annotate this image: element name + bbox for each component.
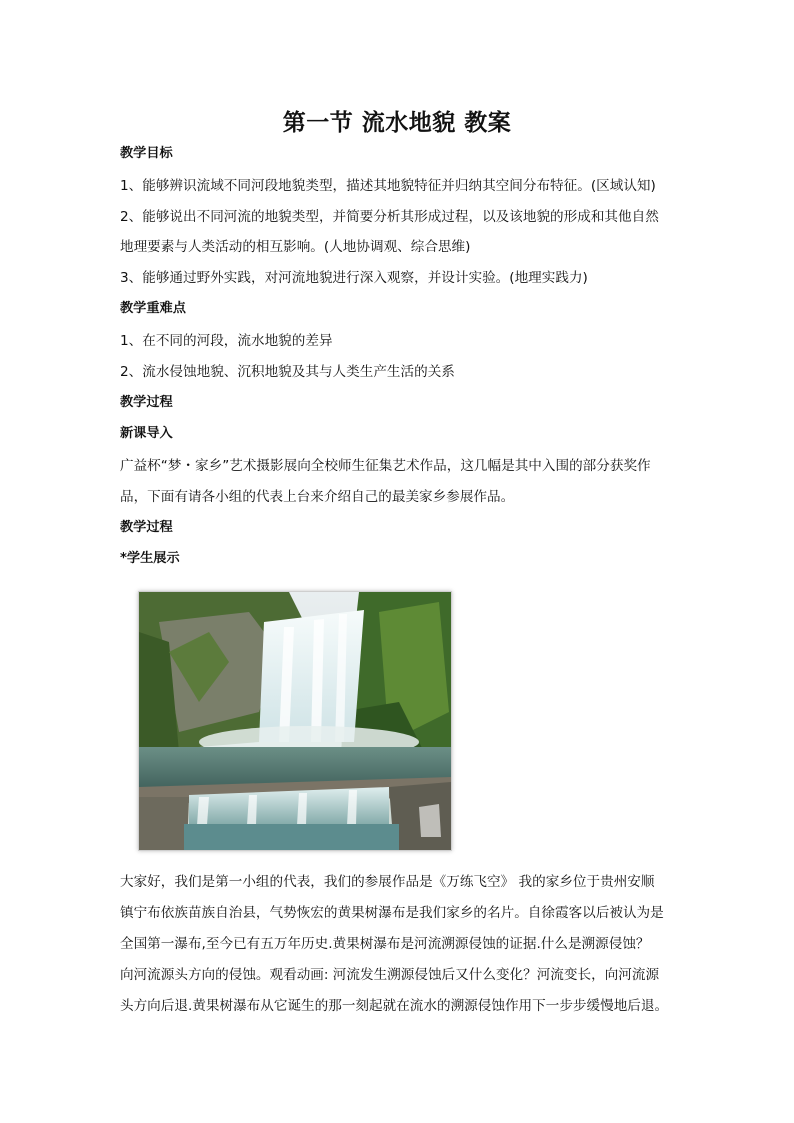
difficulty-1: 1、在不同的河段，流水地貌的差异	[120, 333, 333, 349]
paragraph-line-4: 向河流源头方向的侵蚀。观看动画: 河流发生溯源侵蚀后又什么变化？河流变长，向河流源	[120, 967, 660, 983]
difficulty-2: 2、流水侵蚀地貌、沉积地貌及其与人类生产生活的关系	[120, 364, 455, 380]
goal-2-line-2: 地理要素与人类活动的相互影响。(人地协调观、综合思维)	[120, 239, 471, 255]
paragraph-line-3: 全国第一瀑布,至今已有五万年历史.黄果树瀑布是河流溯源侵蚀的证据.什么是溯源侵蚀？	[120, 936, 650, 952]
goal-2-line-1: 2、能够说出不同河流的地貌类型，并简要分析其形成过程，以及该地貌的形成和其他自然	[120, 209, 659, 225]
goal-3: 3、能够通过野外实践，对河流地貌进行深入观察，并设计实验。(地理实践力)	[120, 270, 588, 286]
intro-line-2: 品，下面有请各小组的代表上台来介绍自己的最美家乡参展作品。	[120, 489, 515, 505]
heading-teaching-goals: 教学目标	[120, 146, 173, 161]
document-title: 第一节 流水地貌 教案	[282, 110, 512, 136]
paragraph-line-5: 头方向后退.黄果树瀑布从它诞生的那一刻起就在流水的溯源侵蚀作用下一步步缓慢地后退。	[120, 998, 669, 1014]
paragraph-line-2: 镇宁布依族苗族自治县，气势恢宏的黄果树瀑布是我们家乡的名片。自徐霞客以后被认为是	[120, 905, 664, 921]
paragraph-line-1: 大家好，我们是第一小组的代表，我们的参展作品是《万练飞空》 我的家乡位于贵州安顺	[120, 874, 655, 890]
heading-lesson-intro: 新课导入	[120, 426, 173, 441]
heading-teaching-process: 教学过程	[120, 395, 173, 410]
heading-student-showcase: *学生展示	[120, 551, 180, 566]
waterfall-photo	[138, 591, 452, 851]
heading-key-difficulties: 教学重难点	[120, 301, 186, 316]
intro-line-1: 广益杯“梦・家乡”艺术摄影展向全校师生征集艺术作品，这几幅是其中入围的部分获奖作	[120, 458, 651, 474]
goal-1: 1、能够辨识流域不同河段地貌类型，描述其地貌特征并归纳其空间分布特征。(区域认知)	[120, 178, 656, 194]
heading-teaching-process-2: 教学过程	[120, 520, 173, 535]
